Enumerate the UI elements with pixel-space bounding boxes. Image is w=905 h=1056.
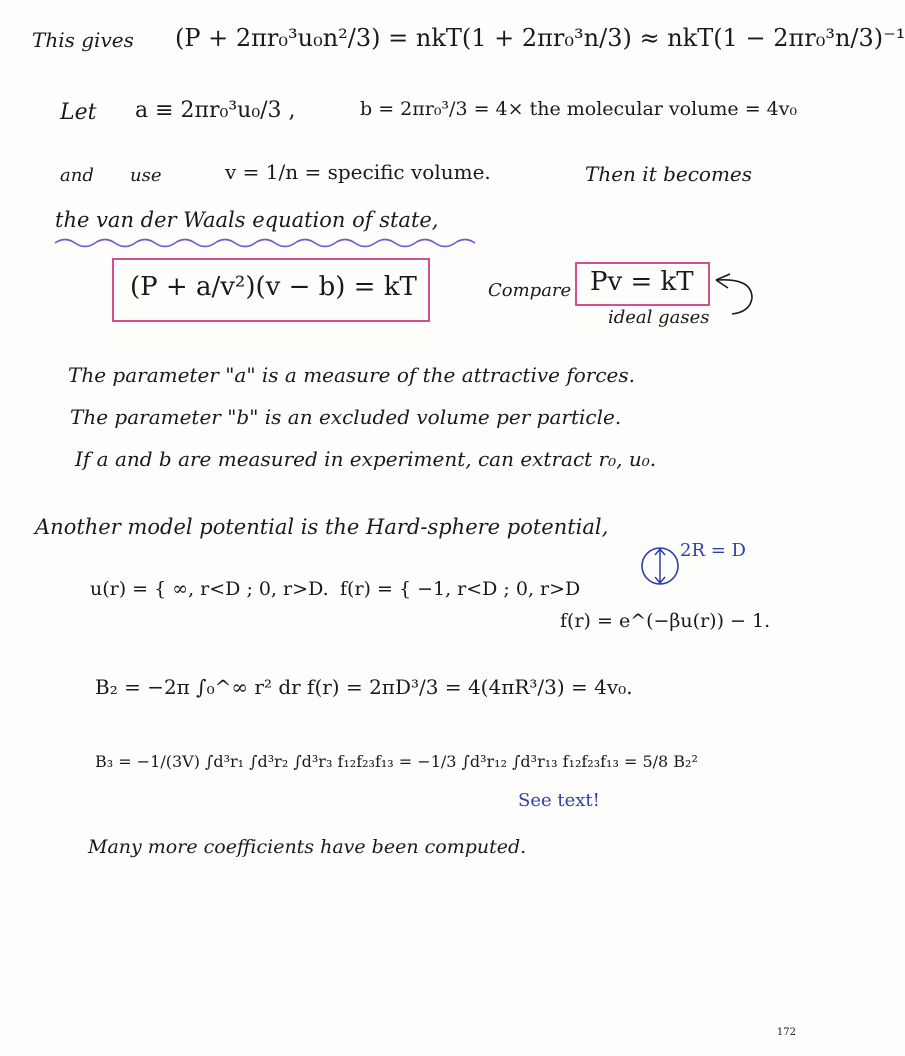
gives-label: This gives xyxy=(32,28,134,52)
f-definition: f(r) = { −1, r<D ; 0, r>D xyxy=(340,578,581,600)
param-a-text: The parameter "a" is a measure of the attractive forces. xyxy=(68,363,636,387)
hard-sphere-intro: Another model potential is the Hard-sphere potential, xyxy=(35,515,609,539)
compare-label: Compare xyxy=(488,280,572,301)
return-arrow-icon xyxy=(712,270,762,320)
vdw-title: the van der Waals equation of state, xyxy=(55,208,439,232)
param-extract-text: If a and b are measured in experiment, can extract r₀, u₀. xyxy=(75,447,657,471)
gives-equation: (P + 2πr₀³u₀n²/3) = nkT(1 + 2πr₀³n/3) ≈ nkT(1 − 2πr₀³n/3)⁻¹ xyxy=(175,24,905,52)
ideal-gas-label: ideal gases xyxy=(608,307,710,328)
use-label: use xyxy=(130,165,162,186)
many-more-text: Many more coefficients have been computed. xyxy=(88,836,527,858)
v-definition: v = 1/n = specific volume. xyxy=(225,160,491,184)
b2-equation: B₂ = −2π ∫₀^∞ r² dr f(r) = 2πD³/3 = 4(4πR³/3) = 4v₀. xyxy=(95,675,633,699)
b-definition: b = 2πr₀³/3 = 4× the molecular volume = 4v₀ xyxy=(360,98,798,120)
param-b-text: The parameter "b" is an excluded volume per particle. xyxy=(70,405,622,429)
vdw-equation: (P + a/v²)(v − b) = kT xyxy=(130,272,417,302)
let-label: Let xyxy=(60,100,97,125)
diagram-label: 2R = D xyxy=(680,540,746,561)
then-text: Then it becomes xyxy=(585,162,753,186)
u-definition: u(r) = { ∞, r<D ; 0, r>D. xyxy=(90,578,329,600)
f-relation: f(r) = e^(−βu(r)) − 1. xyxy=(560,610,771,632)
and-label: and xyxy=(60,165,94,186)
b3-equation: B₃ = −1/(3V) ∫d³r₁ ∫d³r₂ ∫d³r₃ f₁₂f₂₃f₁₃ = −1/3 ∫d³r₁₂ ∫d³r₁₃ f₁₂f₂₃f₁₃ = 5/8 B₂² xyxy=(95,752,698,771)
wavy-underline xyxy=(55,236,475,250)
a-definition: a ≡ 2πr₀³u₀/3 , xyxy=(135,98,296,123)
ideal-gas-equation: Pv = kT xyxy=(590,267,694,297)
hard-sphere-diagram-icon xyxy=(640,540,680,600)
see-text-note: See text! xyxy=(518,790,600,811)
page-number: 172 xyxy=(776,1027,796,1038)
